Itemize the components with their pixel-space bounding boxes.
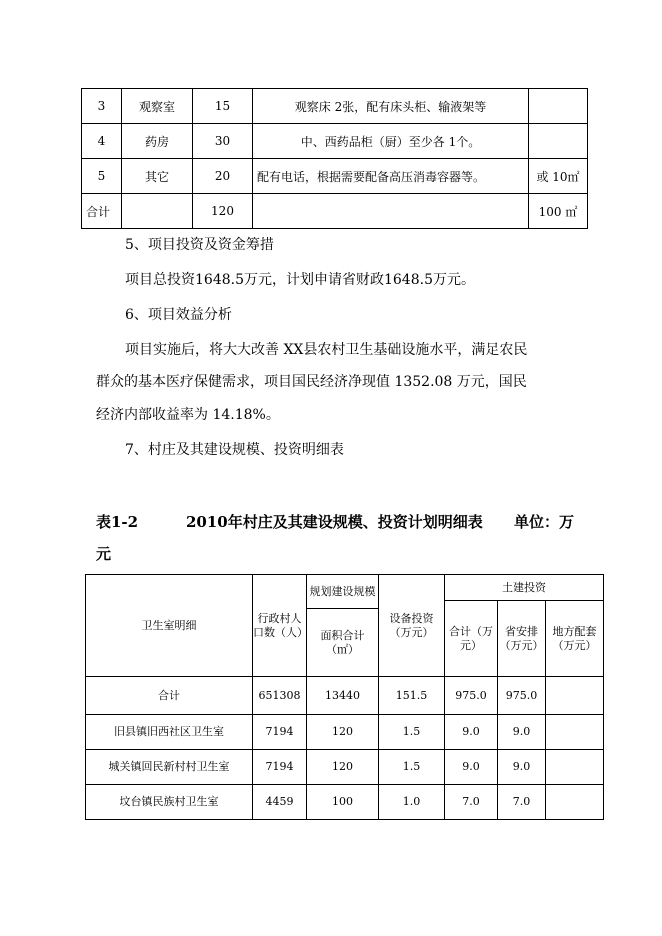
room-name <box>122 194 193 229</box>
area-value: 120 <box>307 715 379 750</box>
section-6-body-line1: 项目实施后，将大大改善 XX县农村卫生基础设施水平，满足农民 <box>125 342 528 358</box>
civil-local-value <box>546 677 604 715</box>
header-civil-total: 合计（万元） <box>445 601 498 677</box>
row-number: 3 <box>82 89 122 124</box>
table-row <box>82 159 588 194</box>
equipment-value: 151.5 <box>379 677 445 715</box>
header-civil-local: 地方配套（万元） <box>546 601 604 677</box>
civil-local-value <box>546 715 604 750</box>
table-unit-continued: 元 <box>96 545 112 563</box>
row-number: 5 <box>82 159 122 194</box>
population-value: 7194 <box>253 750 307 785</box>
civil-total-value: 9.0 <box>445 715 498 750</box>
area-value: 100 <box>307 785 379 820</box>
table-label: 表1-2 <box>96 513 139 531</box>
header-civil: 土建投资 <box>445 575 604 601</box>
room-area: 30 <box>193 124 253 159</box>
header-population: 行政村人口数（人） <box>253 575 307 677</box>
header-area-total: 面积合计（㎡） <box>307 609 379 677</box>
population-value: 651308 <box>253 677 307 715</box>
table-row <box>86 785 604 820</box>
room-note <box>529 124 588 159</box>
room-area: 120 <box>193 194 253 229</box>
table-row <box>82 124 588 159</box>
area-value: 13440 <box>307 677 379 715</box>
room-equipment <box>253 194 529 229</box>
area-value: 120 <box>307 750 379 785</box>
section-5-heading: 5、项目投资及资金筹措 <box>125 237 274 253</box>
room-equipment: 配有电话，根据需要配备高压消毒容器等。 <box>253 159 529 194</box>
header-equipment: 设备投资（万元） <box>379 575 445 677</box>
section-5-body: 项目总投资1648.5万元，计划申请省财政1648.5万元。 <box>125 272 475 288</box>
row-number: 合计 <box>82 194 122 229</box>
equipment-value: 1.5 <box>379 715 445 750</box>
facility-table <box>81 88 588 229</box>
table-unit: 单位：万 <box>514 513 575 531</box>
section-6-body-line3: 经济内部收益率为 14.18%。 <box>96 407 280 423</box>
section-6-heading: 6、项目效益分析 <box>125 307 232 323</box>
table-row <box>86 715 604 750</box>
table-row <box>82 194 588 229</box>
civil-province-value: 975.0 <box>498 677 546 715</box>
table-row <box>86 750 604 785</box>
civil-local-value <box>546 750 604 785</box>
clinic-name: 坟台镇民族村卫生室 <box>86 785 253 820</box>
room-name: 观察室 <box>122 89 193 124</box>
table-title: 2010年村庄及其建设规模、投资计划明细表 <box>186 513 483 531</box>
header-plan-scale: 规划建设规模 <box>307 575 379 609</box>
clinic-name: 合计 <box>86 677 253 715</box>
row-number: 4 <box>82 124 122 159</box>
header-clinic: 卫生室明细 <box>86 575 253 677</box>
population-value: 7194 <box>253 715 307 750</box>
section-7-heading: 7、村庄及其建设规模、投资明细表 <box>125 442 344 458</box>
equipment-value: 1.5 <box>379 750 445 785</box>
civil-local-value <box>546 785 604 820</box>
room-area: 15 <box>193 89 253 124</box>
header-civil-province: 省安排（万元） <box>498 601 546 677</box>
civil-province-value: 9.0 <box>498 715 546 750</box>
table-row <box>82 89 588 124</box>
population-value: 4459 <box>253 785 307 820</box>
civil-total-value: 975.0 <box>445 677 498 715</box>
room-equipment: 观察床 2张，配有床头柜、输液架等 <box>253 89 529 124</box>
equipment-value: 1.0 <box>379 785 445 820</box>
room-equipment: 中、西药品柜（厨）至少各 1个。 <box>253 124 529 159</box>
room-note: 100 ㎡ <box>529 194 588 229</box>
clinic-name: 旧县镇旧西社区卫生室 <box>86 715 253 750</box>
room-name: 药房 <box>122 124 193 159</box>
civil-total-value: 9.0 <box>445 750 498 785</box>
civil-total-value: 7.0 <box>445 785 498 820</box>
clinic-name: 城关镇回民新村村卫生室 <box>86 750 253 785</box>
room-note <box>529 89 588 124</box>
civil-province-value: 7.0 <box>498 785 546 820</box>
room-area: 20 <box>193 159 253 194</box>
civil-province-value: 9.0 <box>498 750 546 785</box>
room-name: 其它 <box>122 159 193 194</box>
section-6-body-line2: 群众的基本医疗保健需求，项目国民经济净现值 1352.08 万元，国民 <box>96 374 527 390</box>
header-row <box>86 575 604 601</box>
investment-table <box>85 574 604 820</box>
table-row <box>86 677 604 715</box>
room-note: 或 10㎡ <box>529 159 588 194</box>
